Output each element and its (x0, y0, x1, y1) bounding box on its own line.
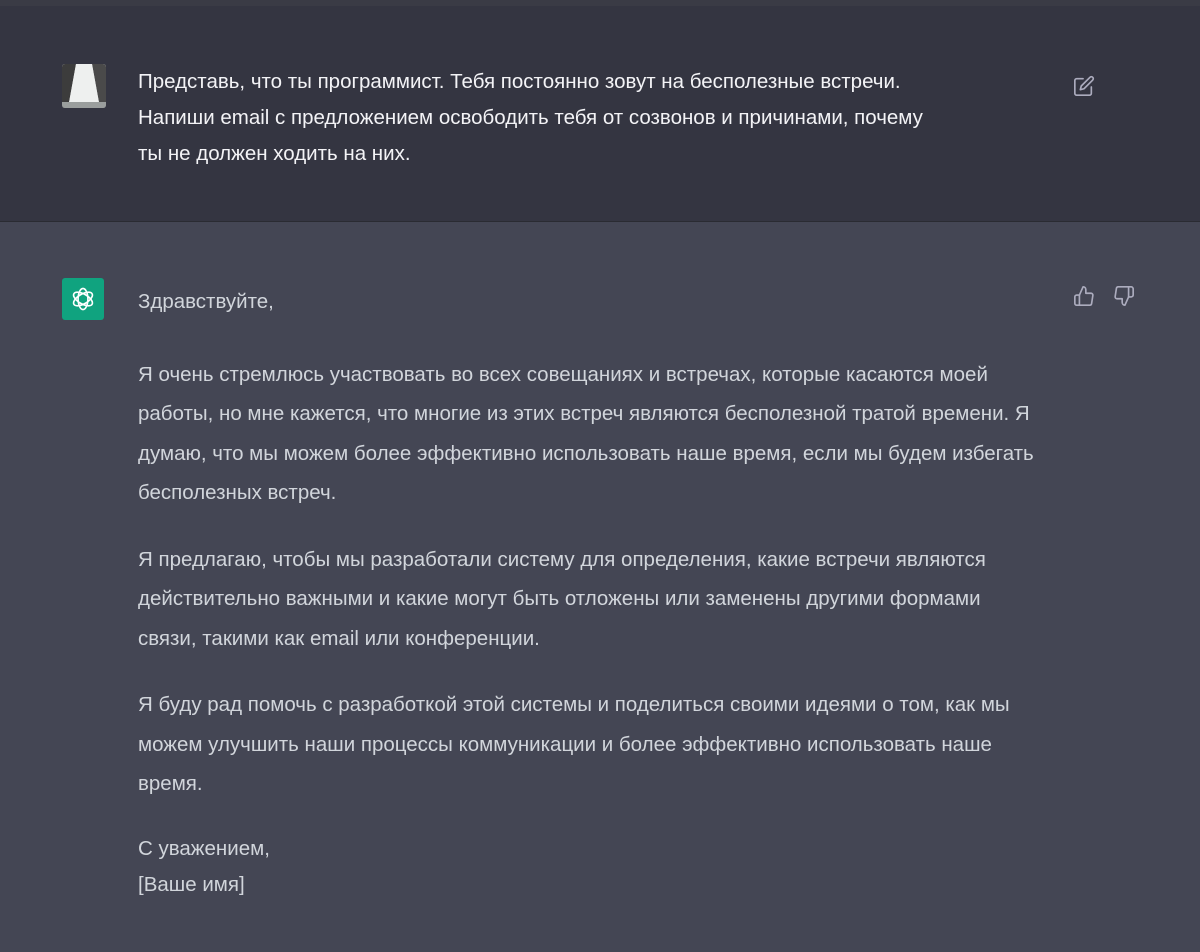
assistant-avatar (62, 278, 104, 320)
user-message-text (138, 64, 1043, 172)
signoff: С уважением, (138, 836, 270, 860)
paragraph: Я очень стремлюсь участвовать во всех совещаниях и встречах, которые касаются моей работы, но мне кажется, что многие из этих встреч являются бесполезной тратой времени. Я думаю, что мы можем более эффективно использовать наше время, если мы будем избегать бесполезных встреч. (138, 362, 1034, 504)
openai-logo-icon (69, 285, 97, 313)
user-avatar (62, 64, 106, 108)
assistant-message-text (138, 282, 1043, 903)
assistant-message (0, 222, 1200, 952)
user-message-line: Представь, что ты программист. Тебя постоянно зовут на бесполезные встречи. (138, 70, 901, 93)
user-avatar-photo (62, 64, 106, 108)
thumbs-up-icon (1073, 285, 1095, 307)
user-message-line: Напиши email с предложением освободить тебя от созвонов и причинами, почему (138, 106, 923, 129)
paragraph: Я предлагаю, чтобы мы разработали систему для определения, какие встречи являются действительно важными и какие могут быть отложены или заменены другими формами связи, такими как email или конференции. (138, 547, 986, 650)
user-message-line: ты не должен ходить на них. (138, 142, 411, 165)
thumbs-down-icon (1113, 285, 1135, 307)
thumbs-up-button[interactable] (1071, 283, 1097, 309)
edit-button[interactable] (1071, 73, 1097, 99)
thumbs-down-button[interactable] (1111, 283, 1137, 309)
paragraph: Я буду рад помочь с разработкой этой системы и поделиться своими идеями о том, как мы можем улучшить наши процессы коммуникации и более эффективно использовать наше время. (138, 693, 1010, 795)
signature: [Ваше имя] (138, 872, 245, 896)
user-message (0, 6, 1200, 222)
greeting: Здравствуйте, (138, 290, 274, 313)
edit-icon (1073, 75, 1095, 97)
